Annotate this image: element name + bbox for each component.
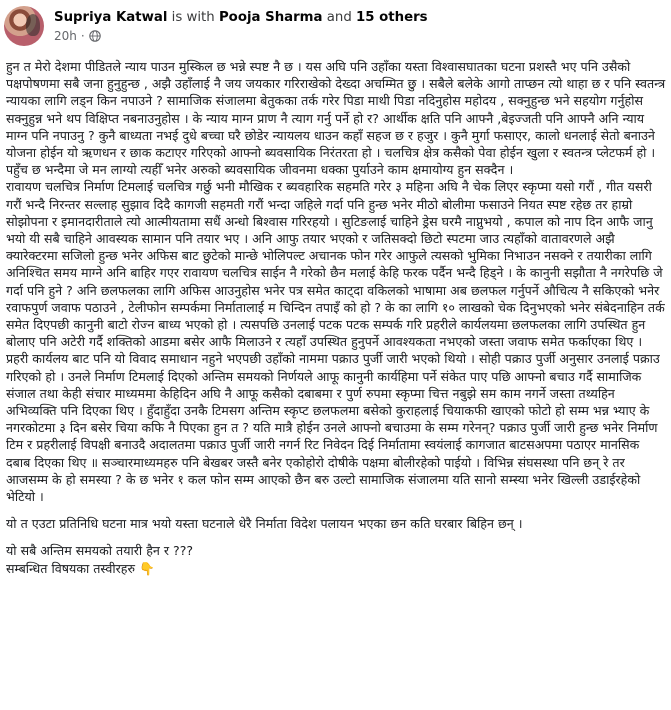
globe-icon — [89, 30, 101, 42]
post-paragraph: यो सबै अन्तिम समयको तयारी हैन र ??? — [6, 543, 194, 559]
post-paragraph: सम्बन्धित विषयका तस्वीरहरु 👇 — [6, 560, 155, 576]
and-text: and — [326, 10, 352, 25]
post-author-line — [54, 9, 428, 26]
post-paragraph: यो त एउटा प्रतिनिधि घटना मात्र भयो यस्ता घटनाले धेरै निर्माता विदेश पलायन भएका छन कति घरबार बिहिन छन् । — [6, 516, 523, 532]
tagged-others-link[interactable]: 15 others — [356, 10, 428, 25]
with-text: is with — [171, 10, 215, 25]
post-timestamp[interactable]: 20h — [54, 29, 77, 43]
author-avatar[interactable] — [4, 6, 44, 46]
post-header — [4, 6, 428, 46]
post-body — [6, 58, 666, 577]
tagged-person[interactable]: Pooja Sharma — [218, 10, 323, 25]
meta-separator: · — [80, 29, 85, 43]
author-name[interactable]: Supriya Katwal — [54, 10, 168, 25]
post-paragraph: रावायण चलचित्र निर्माण टिमलाई चलचित्र गर्छु भनी मौखिक र ब्यवहारिक सहमति गरेर ३ महिना अघि नै चेक लिएर स्कृप्मा यसो गरौं , गीत यसरी गरौं भन्दै निरन्तर सल्लाह सुझाव दिदै कागजी सहमती गरौं भन्दा जहिले गर्दा पनि हुन्छ भनेर मीठो बोलीमा फसाउने नियत स्पष्ट रहेछ तर हाम्रो सोझोपना र इमानदारीताले त्यो आत्मीयतामा सधैं अन्धो बिश्वास गरिरहयो । सुटिङलाई चाहिने ड्रेस घरमै नाप्नुभयो , कपाल को नाप दिन आफै जानु भयो यी सबै चाहिने आवस्यक सामान पनि तयार भए । अनि आफु तयार भएको र जतिसक्दो छिटो स्पटमा जाउ त्यहाँको वातावरणले अझै क्यारेक्टरमा सजिलो हुन्छ भनेर अफिस बाट छुटेको मान्छे भोलिपल्ट अचानक फोन गरेर आफुले त्यसको भुमिका निभाउन नसक्ने र तयारीका लागि अनिश्चित समय माग्ने अनि बाहिर गएर रावायण चलचित्र साईन नै गरेको छैन मलाई केहि फरक पर्दैन भन्दै हिड्ने । के कानुनी सझौता नै नगरेपछि जे गर्दा पनि हुने ? अनि छलफलका लागि अफिस आउनुहोस भनेर पत्र समेत काट्दा वकिलको भाषामा अब छलफल गर्नुपर्ने औचित्य नै सकिएको भनेर रवाफपुर्ण जवाफ पठाउने , टेलीफोन सम्पर्कमा निर्मातालाई म चिन्दिन तपाइँ को हो ? के का लागि १० लाखको चेक दिनुभएको भनेर संबेदनाहिन तर्क समेत दिएपछी कानुनी बाटो रोज्न बाध्य भएको हो । त्यसपछि उनलाई पटक पटक सम्पर्क गरि प्रहरीले कार्यलयमा छलफलका लागि उपस्थित हुन बोलाए पनि अटेरी गर्दै शक्तिको आडमा बसेर आफै मिलाउने र त्यहाँ उपस्थित हुनुपर्ने आवश्यकता नभएको जस्ता जवाफ समेत फर्काएका थिए । प्रहरी कार्यलय बाट पनि यो विवाद समाधान नहुने भएपछी उहाँको नाममा पक्राउ पुर्जी जारी भएको थियो । सोही पक्राउ पुर्जी अनुसार उनलाई पक्राउ गरिएको हो । उनले निर्माण टिमलाई दिएको अन्तिम समयको निर्णयले आफू कानुनी कार्यहिमा पर्ने संकेत पाए पछि आफ्नो बचाउ गर्दै सामाजिक संजाल तथा केही संचार माध्यममा केहिदिन अघि नै आफू कसैको दबाबमा र पुर्ण रुपमा स्कृप्मा चित्त नबुझे सम काम नगर्ने जस्ता तथ्यहिन अभिव्यक्ति पनि दिएका थिए । हुँदाहुँदा उनकै टिमसग अन्तिम स्कृप्ट छलफलमा बसेको कुराहलाई चियाकफी खाएको फोटो हो सम्म भन्न भ्याए के नगरकोटमा ३ दिन बसेर चिया कफि नै पिएका हुन त ? यति मात्रै होईन उनले आफ्नो बचाउमा के सम्म गरेनन्? पक्राउ पुर्जी जारी हुन्छ भनेर निर्माण टिम र प्रहरीलाई विपक्षी बनाउदै अदालतमा पक्राउ पुर्जी जारी नगर्न रिट निवेदन दिई निर्मातामा स्वयंलाई कागजात बाटसअपमा पठाएर मानसिक दबाब दिएका थिए ॥ सञ्चारमाध्यमहरु पनि बेखबर जस्तै बनेर एकोहोरो दोषीके पक्षमा बोलीरहेको पाईयो । विभिन्न संघसस्था पनि छन् रे तर आजसम्म के हो समस्या ? के छ भनेर १ कल फोन सम्म आएको छैन बरु उल्टो सामाजिक संजालमा यति सानो सम्स्या भनेर खिल्ली उडाईरहेको भेटियो । — [6, 179, 665, 505]
post-paragraph: हुन त मेरो देशमा पीडितले न्याय पाउन मुस्किल छ भन्ने स्पष्ट नै छ । यस अघि पनि उहाँका यस्ता विश्वासघातका घटना प्रशस्तै भए पनि उसैको पक्षपोषणमा सबै जना हुनुहुन्छ , अझै उहाँलाई नै जय जयकार गरिराखेको देख्दा अचम्मित छु । सबैले बलेके आगो ताप्छन त्यो थाहा छ र पनि स्वतन्त्र न्यायका लागि लड्न किन नपाउने ? सामाजिक संजालमा बेतुकका तर्क गरेर पिडा माथी पिडा नदिनुहोस महोदय , सक्नुहुन्छ भने सहयोग गर्नुहोस सक्नुहुन्न भने थप विक्षिप्त नबनाउनुहोस । के न्याय माग्न प्राण नै त्याग गर्नु पर्ने हो र? आर्थीक क्षति पनि आफ्नै ,बेइज्जती पनि आफ्नै अनि न्याय माग्न पनि नपाउनु ? कुनै बाध्यता नभई दुधे बच्चा घरै छोडेर न्यायलय धाउन कहाँ सहज छ र हजुर । कुनै मुर्गा फसाएर, कालो धनलाई सेतो बनाउने योजना होईन यो ऋणधन र छाक कटाएर गरिएको आफ्नो ब्यवसायिक निरंतरता हो । चलचित्र क्षेत्र कसैको पेवा होईन खुला र स्वतन्त्र प्लेटफर्म हो । पहुँच छ भन्दैमा जे मन लाग्यो त्यहीँ भनेर अरुको ब्यवसायिक जीवनमा धक्का पुर्याउने काम क्षमायोग्य हुन सक्दैन । — [6, 59, 666, 178]
post-meta — [54, 6, 428, 44]
post-subline — [54, 28, 428, 44]
